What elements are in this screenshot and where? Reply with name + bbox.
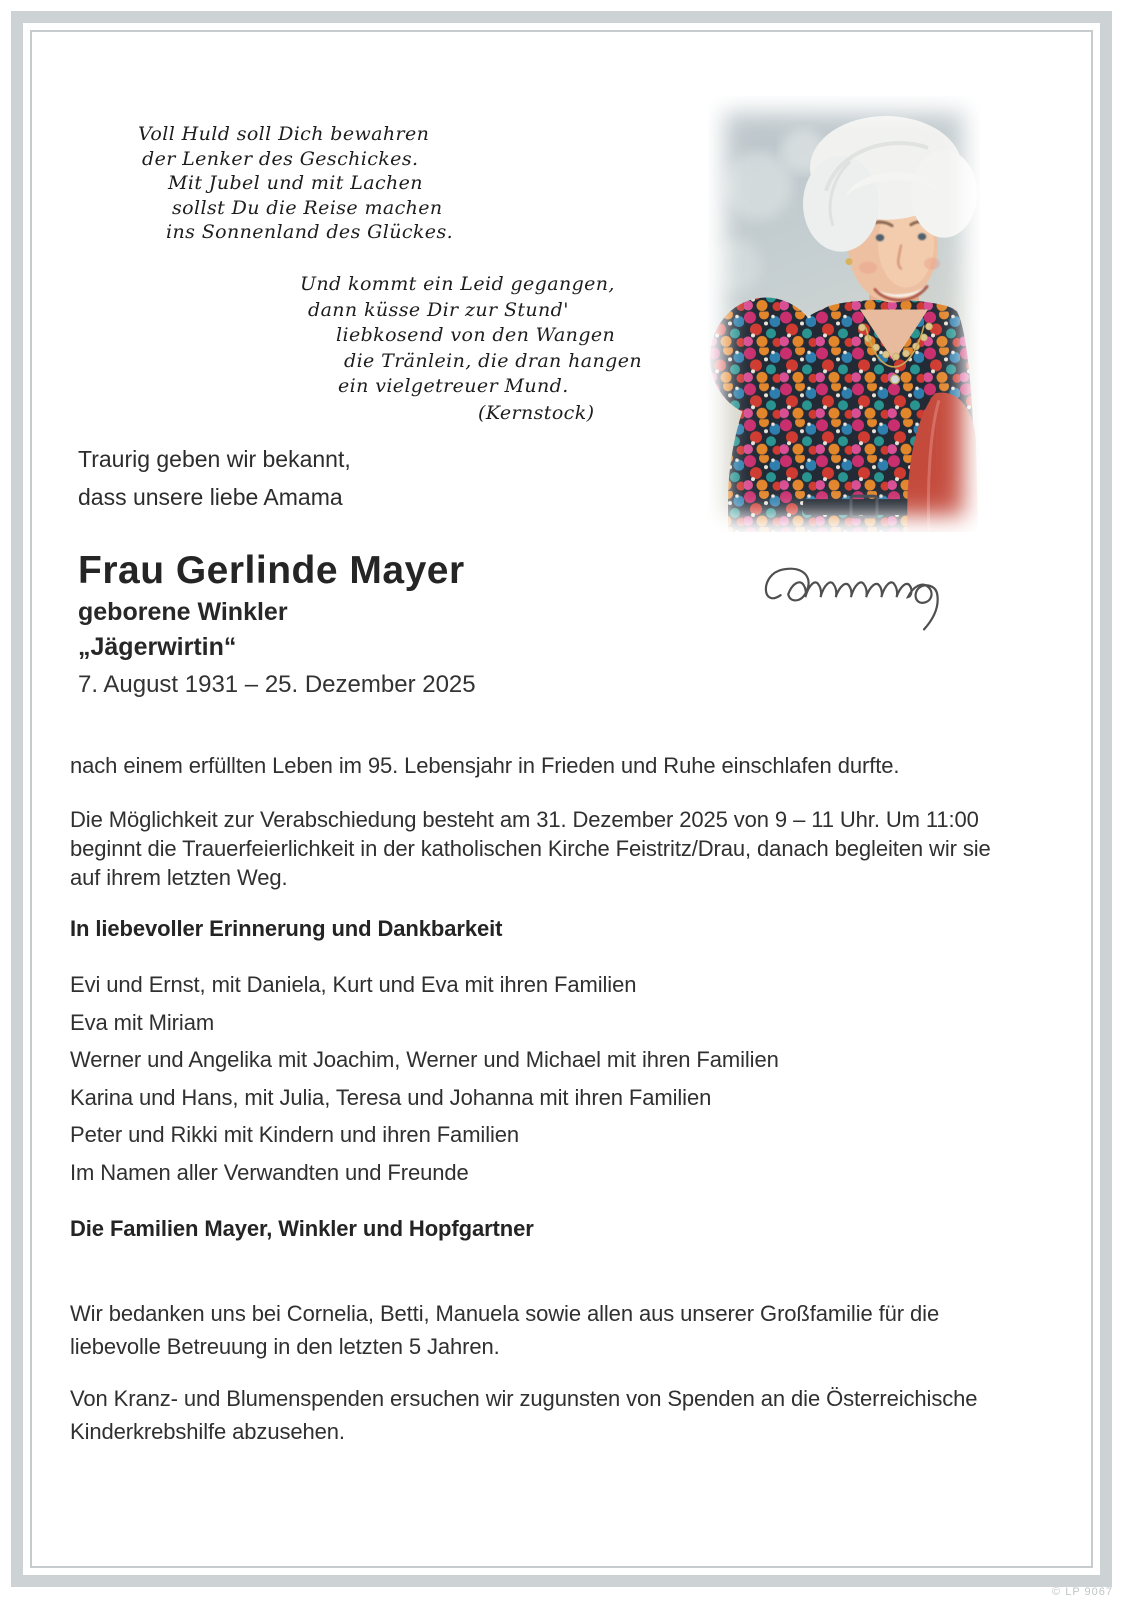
mourners-list — [70, 966, 779, 1191]
families-line: Die Familien Mayer, Winkler und Hopfgartner — [70, 1216, 534, 1241]
paragraph-line: Von Kranz- und Blumenspenden ersuchen wir zugunsten von Spenden an die Österreichische — [70, 1386, 978, 1411]
mourner-line: Evi und Ernst, mit Daniela, Kurt und Eva mit ihren Familien — [70, 972, 637, 997]
mourner-line: Im Namen aller Verwandten und Freunde — [70, 1159, 469, 1185]
house-name: „Jägerwirtin“ — [78, 633, 237, 661]
poem-line: der Lenker des Geschickes. — [142, 147, 419, 170]
remembrance-header: In liebevoller Erinnerung und Dankbarkeit — [70, 916, 503, 941]
poem-attribution: (Kernstock) — [478, 401, 595, 424]
paragraph-line: liebevolle Betreuung in den letzten 5 Jahren. — [70, 1334, 500, 1359]
signature-amama — [748, 542, 988, 637]
mourner-line: Werner und Angelika mit Joachim, Werner und Michael mit ihren Familien — [70, 1047, 779, 1072]
announcement — [78, 440, 351, 516]
paragraph-line: Die Möglichkeit zur Verabschiedung besteht am 31. Dezember 2025 von 9 – 11 Uhr. Um 11:00 — [70, 807, 979, 832]
poem-line: sollst Du die Reise machen — [172, 196, 443, 219]
poem-stanza-1 — [138, 122, 453, 245]
portrait-photo — [708, 96, 980, 532]
announcement-line: Traurig geben wir bekannt, — [78, 446, 351, 472]
poem-line: die Tränlein, die dran hangen — [344, 349, 642, 372]
poem-line: dann küsse Dir zur Stund' — [308, 298, 569, 321]
paragraph-line: Kinderkrebshilfe abzusehen. — [70, 1419, 345, 1444]
announcement-line: dass unsere liebe Amama — [78, 484, 343, 510]
paragraph-line: beginnt die Trauerfeierlichkeit in der katholischen Kirche Feistritz/Drau, danach begleiten wir sie — [70, 836, 991, 861]
poem-line: ein vielgetreuer Mund. — [338, 375, 569, 397]
poem-stanza-2 — [300, 272, 642, 426]
mourner-line: Karina und Hans, mit Julia, Teresa und Johanna mit ihren Familien — [70, 1084, 712, 1110]
print-code: © LP 9067 — [1052, 1586, 1113, 1598]
paragraph-line: auf ihrem letzten Weg. — [70, 865, 288, 890]
obituary-paragraph-1: nach einem erfüllten Leben im 95. Lebensjahr in Frieden und Ruhe einschlafen durfte. — [70, 753, 900, 778]
thanks-paragraph — [70, 1297, 939, 1363]
poem-line: Voll Huld soll Dich bewahren — [138, 123, 430, 145]
obituary-paragraph-2 — [70, 805, 991, 892]
life-dates: 7. August 1931 – 25. Dezember 2025 — [78, 671, 476, 698]
deceased-name: Frau Gerlinde Mayer — [78, 549, 465, 592]
poem-line: liebkosend von den Wangen — [336, 324, 616, 346]
poem-line: Mit Jubel und mit Lachen — [168, 172, 423, 194]
mourner-line: Peter und Rikki mit Kindern und ihren Familien — [70, 1122, 520, 1147]
maiden-name: geborene Winkler — [78, 598, 288, 626]
portrait-photo-illustration — [708, 96, 980, 532]
mourner-line: Eva mit Miriam — [70, 1009, 215, 1035]
paragraph-line: Wir bedanken uns bei Cornelia, Betti, Manuela sowie allen aus unserer Großfamilie für die — [70, 1301, 940, 1326]
poem-line: ins Sonnenland des Glückes. — [166, 221, 454, 243]
donation-paragraph — [70, 1382, 977, 1448]
poem-line: Und kommt ein Leid gegangen, — [300, 273, 615, 295]
